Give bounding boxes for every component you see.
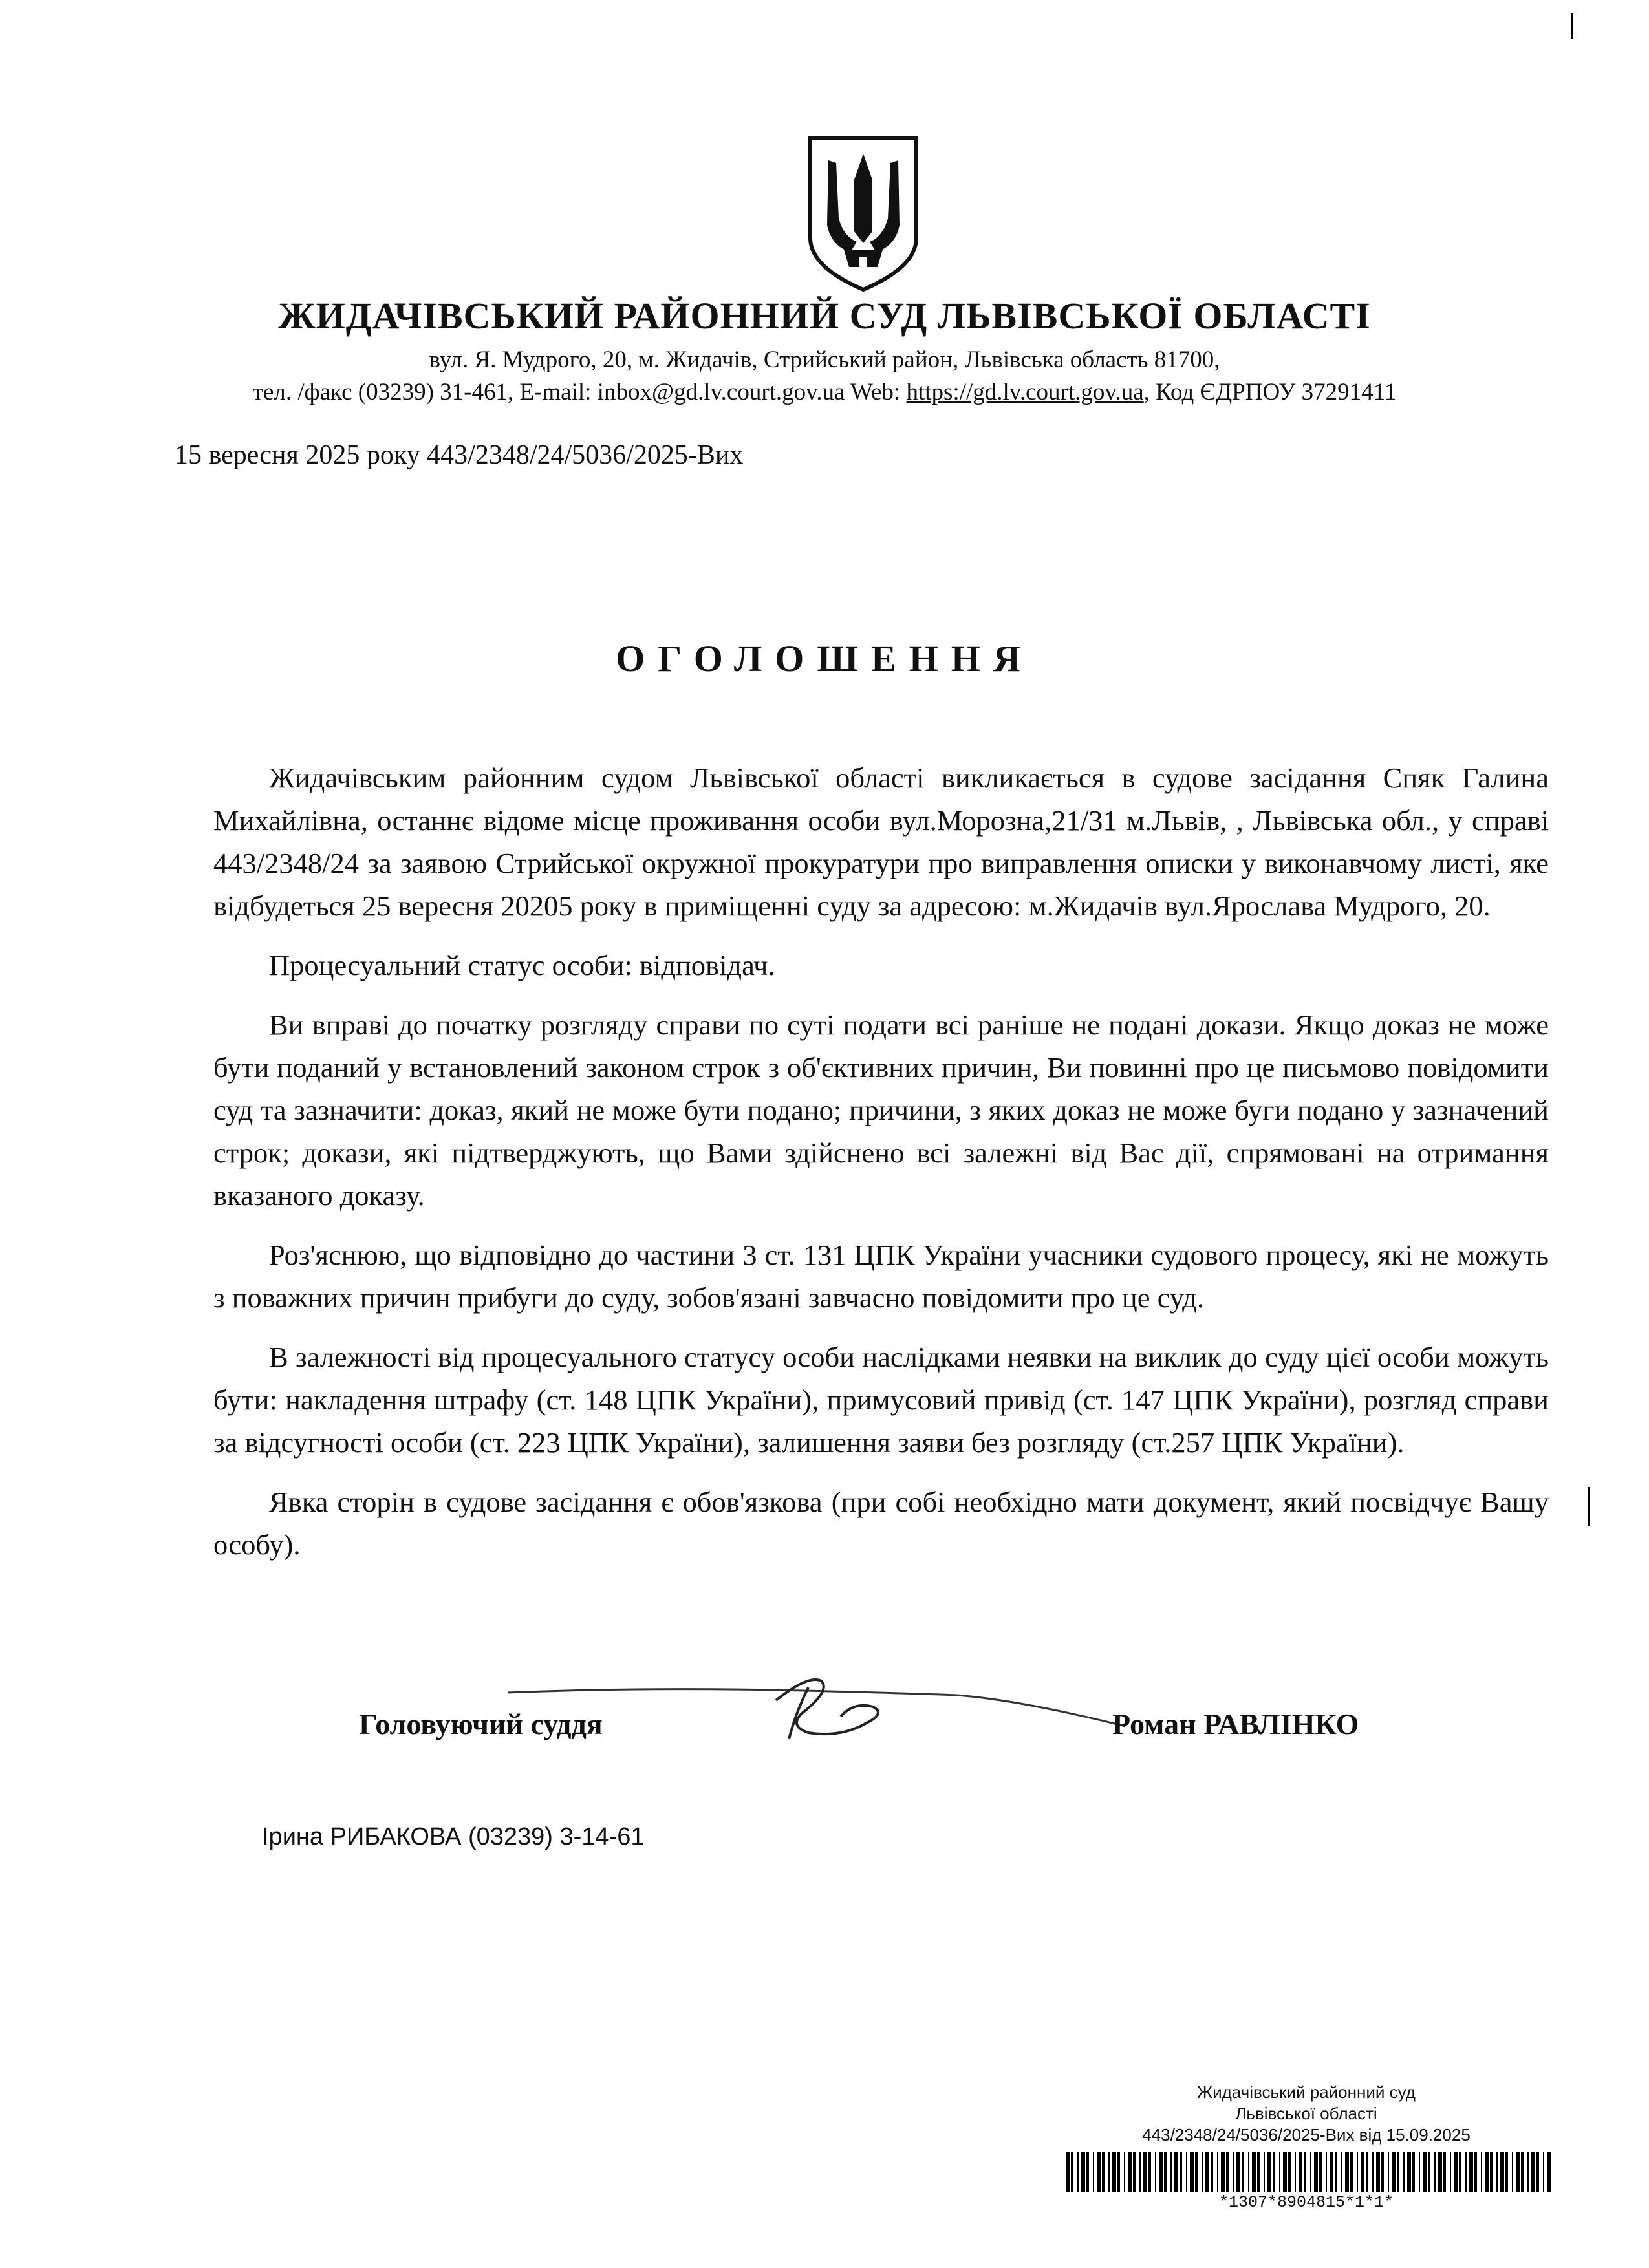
- contacts-edrpou: , Код ЄДРПОУ 37291411: [1143, 379, 1397, 405]
- barcode-bar: [1434, 2152, 1436, 2192]
- paragraph-evidence: Ви вправі до початку розгляду справи по суті подати всі раніше не подані докази. Якщо доказ не може бути поданий у встановлений законом строк з об'єктивних причин, Ви повинні про це письмово повідомити суд та зазначити: доказ, який не може бути подано; причини, з яких доказ не може буги подано у зазначений строк; докази, які підтверджують, що Вами здійснено всі залежні від Вас дії, спрямовані на отримання вказаного доказу.: [213, 1009, 1549, 1212]
- barcode-bar: [1474, 2152, 1477, 2192]
- scan-mark: [1588, 1487, 1590, 1526]
- barcode-bar: [1233, 2152, 1234, 2192]
- barcode-bar: [1299, 2152, 1302, 2192]
- court-contacts: [0, 378, 1649, 406]
- barcode-bar: [1066, 2152, 1070, 2192]
- court-address: вул. Я. Мудрого, 20, м. Жидачів, Стрийський район, Львівська область 81700,: [429, 347, 1220, 373]
- barcode-bar: [1361, 2152, 1364, 2192]
- barcode-bar: [1341, 2152, 1342, 2192]
- barcode-bar: [1310, 2152, 1311, 2192]
- barcode-bar: [1148, 2152, 1151, 2192]
- barcode-bar: [1180, 2152, 1182, 2192]
- barcode-bar: [1485, 2152, 1489, 2192]
- barcode-bar: [1170, 2152, 1172, 2192]
- barcode-bar: [1407, 2152, 1411, 2192]
- barcode-bar: [1242, 2152, 1244, 2192]
- barcode-bar: [1155, 2152, 1156, 2192]
- barcode-text: *1307*8904815*1*1*: [1218, 2193, 1394, 2212]
- barcode-bar: [1124, 2152, 1125, 2192]
- barcode-bar: [1465, 2152, 1467, 2192]
- scan-mark: [1571, 13, 1573, 39]
- barcode-bar: [1071, 2152, 1073, 2192]
- stamp-number-line: 443/2348/24/5036/2025-Вих від 15.09.2025: [1142, 2125, 1471, 2145]
- barcode-bar: [1412, 2152, 1415, 2192]
- barcode-bar: [1372, 2152, 1374, 2192]
- barcode-bar: [1481, 2152, 1482, 2192]
- barcode-bar: [1202, 2152, 1203, 2192]
- barcode-bar: [1512, 2152, 1513, 2192]
- barcode-bar: [1350, 2152, 1353, 2192]
- barcode-bar: [1366, 2152, 1368, 2192]
- barcode-bar: [1139, 2152, 1141, 2192]
- barcode-bar: [1319, 2152, 1322, 2192]
- barcode-bar: [1330, 2152, 1333, 2192]
- barcode-bar: [1077, 2152, 1079, 2192]
- barcode-bar: [1195, 2152, 1198, 2192]
- barcode-bar: [1288, 2152, 1291, 2192]
- barcode-bar: [1159, 2152, 1163, 2192]
- contacts-phone-email: тел. /факс (03239) 31-461, E-mail: inbox@gd.lv.court.gov.ua Web:: [252, 379, 907, 405]
- barcode-bar: [1314, 2152, 1318, 2192]
- barcode-bar: [1164, 2152, 1167, 2192]
- barcode-bar: [1490, 2152, 1493, 2192]
- trident-emblem-icon: [805, 134, 921, 293]
- barcode-bar: [1547, 2152, 1551, 2192]
- barcode-bar: [1248, 2152, 1249, 2192]
- barcode-bar: [1097, 2152, 1101, 2192]
- barcode-bar: [1527, 2152, 1529, 2192]
- barcode-bar: [1205, 2152, 1209, 2192]
- judge-name: Роман РАВЛІНКО: [1112, 1707, 1359, 1740]
- stamp-court-line: Жидачівський районний суд: [1197, 2082, 1416, 2102]
- registration-barcode: [1066, 2152, 1551, 2192]
- barcode-bar: [1174, 2152, 1178, 2192]
- barcode-bar: [1438, 2152, 1442, 2192]
- announcement-body: [213, 756, 1549, 1583]
- barcode-bar: [1102, 2152, 1105, 2192]
- barcode-bar: [1252, 2152, 1256, 2192]
- barcode-bar: [1543, 2152, 1544, 2192]
- barcode-bar: [1217, 2152, 1218, 2192]
- barcode-bar: [1190, 2152, 1194, 2192]
- paragraph-status: Процесуальний статус особи: відповідач.: [269, 949, 775, 981]
- barcode-bar: [1133, 2152, 1136, 2192]
- barcode-bar: [1335, 2152, 1337, 2192]
- barcode-bar: [1397, 2152, 1399, 2192]
- barcode-bar: [1521, 2152, 1524, 2192]
- barcode-bar: [1236, 2152, 1240, 2192]
- barcode-bar: [1419, 2152, 1420, 2192]
- barcode-bar: [1531, 2152, 1535, 2192]
- barcode-bar: [1273, 2152, 1275, 2192]
- barcode-bar: [1388, 2152, 1389, 2192]
- paragraph-summons: Жидачівським районним судом Львівської області викликається в судове засідання Спяк Галина Михайлівна, останнє відоме місце проживання особи вул.Морозна,21/31 м.Львів, , Львівська обл., у справі 443/2348/24 за заявою Стрийської окружної прокуратури про виправлення описки у виконавчому листі, яке відбудеться 25 вересня 20205 року в приміщенні суду за адресою: м.Жидачів вул.Ярослава Мудрого, 20.: [213, 762, 1549, 922]
- barcode-bar: [1264, 2152, 1265, 2192]
- judge-title: Головуючий суддя: [359, 1707, 603, 1740]
- barcode-bar: [1450, 2152, 1451, 2192]
- barcode-bar: [1279, 2152, 1280, 2192]
- barcode-bar: [1345, 2152, 1349, 2192]
- barcode-bar: [1505, 2152, 1508, 2192]
- court-name: ЖИДАЧІВСЬКИЙ РАЙОННИЙ СУД ЛЬВІВСЬКОЇ ОБЛАСТІ: [278, 295, 1371, 337]
- barcode-bar: [1496, 2152, 1498, 2192]
- barcode-bar: [1454, 2152, 1458, 2192]
- barcode-bar: [1500, 2152, 1504, 2192]
- barcode-bar: [1211, 2152, 1213, 2192]
- barcode-bar: [1428, 2152, 1430, 2192]
- barcode-bar: [1081, 2152, 1085, 2192]
- barcode-bar: [1257, 2152, 1260, 2192]
- barcode-bar: [1112, 2152, 1116, 2192]
- barcode-bar: [1381, 2152, 1384, 2192]
- barcode-bar: [1376, 2152, 1380, 2192]
- barcode-bar: [1403, 2152, 1405, 2192]
- barcode-bar: [1536, 2152, 1539, 2192]
- barcode-bar: [1295, 2152, 1296, 2192]
- barcode-bar: [1186, 2152, 1187, 2192]
- barcode-bar: [1128, 2152, 1132, 2192]
- paragraph-notice: Роз'яснюю, що відповідно до частини 3 ст. 131 ЦПК України учасники судового процесу, які не можуть з поважних причин прибуги до суду, зобов'язані завчасно повідомити про це суд.: [213, 1239, 1549, 1314]
- barcode-bar: [1283, 2152, 1287, 2192]
- barcode-bar: [1221, 2152, 1225, 2192]
- barcode-bar: [1267, 2152, 1271, 2192]
- paragraph-attendance: Явка сторін в судове засідання є обов'язкова (при собі необхідно мати документ, який посвідчує Вашу особу).: [213, 1486, 1549, 1561]
- barcode-bar: [1516, 2152, 1520, 2192]
- barcode-bar: [1469, 2152, 1473, 2192]
- paragraph-consequences: В залежності від процесуального статусу особи наслідками неявки на виклик до суду цієї особи можуть бути: накладення штрафу (ст. 148 ЦПК України), примусовий привід (ст. 147 ЦПК України), розгляд справи за відсугності особи (ст. 223 ЦПК України), залишення заяви без розгляду (ст.257 ЦПК України).: [213, 1341, 1549, 1459]
- outgoing-number-date: 15 вересня 2025 року 443/2348/24/5036/2025-Вих: [175, 440, 744, 470]
- barcode-bar: [1357, 2152, 1358, 2192]
- barcode-bar: [1143, 2152, 1147, 2192]
- barcode-bar: [1108, 2152, 1110, 2192]
- barcode-bar: [1392, 2152, 1396, 2192]
- registration-stamp: [1061, 2082, 1552, 2146]
- barcode-bar: [1086, 2152, 1089, 2192]
- court-website-link[interactable]: https://gd.lv.court.gov.ua: [906, 379, 1144, 405]
- executor-contact: Ірина РИБАКОВА (03239) 3-14-61: [262, 1823, 645, 1850]
- barcode-bar: [1093, 2152, 1094, 2192]
- barcode-bar: [1326, 2152, 1327, 2192]
- stamp-region-line: Львівської області: [1235, 2104, 1377, 2123]
- barcode-bar: [1226, 2152, 1229, 2192]
- barcode-bar: [1304, 2152, 1306, 2192]
- barcode-bar: [1423, 2152, 1427, 2192]
- document-heading: ОГОЛОШЕННЯ: [616, 637, 1033, 679]
- barcode-bar: [1459, 2152, 1461, 2192]
- barcode-bar: [1443, 2152, 1446, 2192]
- barcode-bar: [1117, 2152, 1120, 2192]
